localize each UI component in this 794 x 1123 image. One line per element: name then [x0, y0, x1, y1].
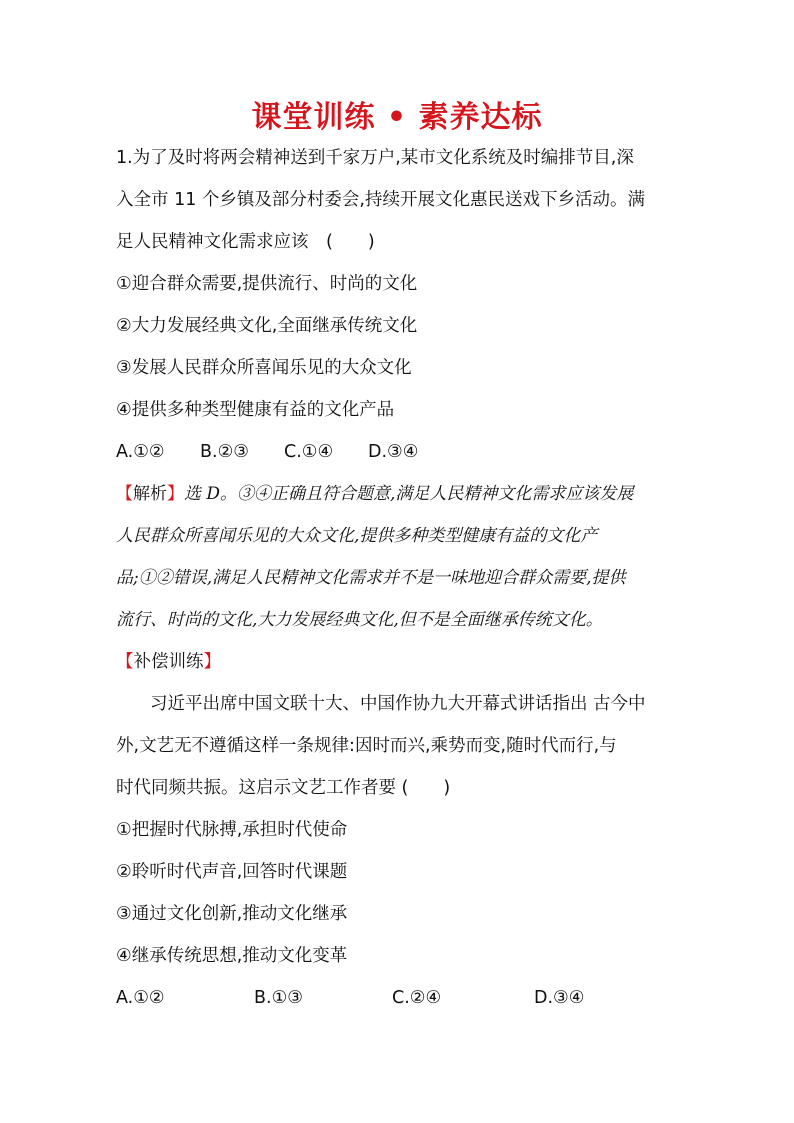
supplement-options: [116, 986, 584, 1010]
supplement-statement-2: ②聆听时代声音,回答时代课题: [116, 862, 348, 882]
supplement-statement-1: ①把握时代脉搏,承担时代使命: [116, 820, 348, 840]
analysis-text-1: 选 D。③④正确且符合题意,满足人民精神文化需求应该发展: [184, 484, 634, 504]
supplement-open-bracket: 【: [116, 652, 134, 672]
analysis-line-4: 流行、时尚的文化,大力发展经典文化,但不是全面继承传统文化。: [116, 610, 603, 630]
analysis-tag: [116, 484, 184, 504]
analysis-line-1: [116, 482, 696, 506]
supplement-close-bracket: 】: [203, 652, 221, 672]
q1-option-c: C.①④: [284, 442, 334, 462]
supplement-stem-line-2: 外,文艺无不遵循这样一条规律:因时而兴,乘势而变,随时代而行,与: [116, 736, 617, 756]
q1-stem-line-2: 入全市 11 个乡镇及部分村委会,持续开展文化惠民送戏下乡活动。满: [116, 190, 645, 210]
supplement-option-d: D.③④: [534, 988, 585, 1008]
q1-option-d: D.③④: [368, 442, 419, 462]
supplement-option-c: C.②④: [392, 988, 442, 1008]
analysis-line-2: 人民群众所喜闻乐见的大众文化,提供多种类型健康有益的文化产: [116, 526, 598, 546]
q1-statement-4: ④提供多种类型健康有益的文化产品: [116, 400, 395, 420]
page-title: 课堂训练 • 素养达标: [251, 100, 543, 135]
supplement-stem-line-3: 时代同频共振。这启示文艺工作者要 ( ): [116, 778, 451, 798]
q1-options: [116, 440, 418, 464]
q1-stem-line-1: 1.为了及时将两会精神送到千家万户,某市文化系统及时编排节目,深: [116, 148, 634, 168]
analysis-open-bracket: 【: [116, 484, 133, 504]
q1-statement-1: ①迎合群众需要,提供流行、时尚的文化: [116, 274, 418, 294]
q1-option-b: B.②③: [200, 442, 249, 462]
analysis-close-bracket: 】: [167, 484, 184, 504]
supplement-statement-4: ④继承传统思想,推动文化变革: [116, 946, 348, 966]
analysis-line-3: 品;①②错误,满足人民精神文化需求并不是一味地迎合群众需要,提供: [116, 568, 626, 588]
q1-option-a: A.①②: [116, 442, 165, 462]
q1-statement-3: ③发展人民群众所喜闻乐见的大众文化: [116, 358, 412, 378]
q1-stem-line-3: 足人民精神文化需求应该 ( ): [116, 232, 375, 252]
supplement-option-a: A.①②: [116, 988, 165, 1008]
supplement-stem-line-1: 习近平出席中国文联十大、中国作协九大开幕式讲话指出 古今中: [150, 694, 646, 714]
q1-statement-2: ②大力发展经典文化,全面继承传统文化: [116, 316, 418, 336]
analysis-label: 解析: [133, 484, 167, 504]
supplement-label: 补偿训练: [133, 652, 204, 672]
supplement-statement-3: ③通过文化创新,推动文化继承: [116, 904, 348, 924]
supplement-heading: [116, 650, 696, 674]
supplement-option-b: B.①③: [254, 988, 303, 1008]
